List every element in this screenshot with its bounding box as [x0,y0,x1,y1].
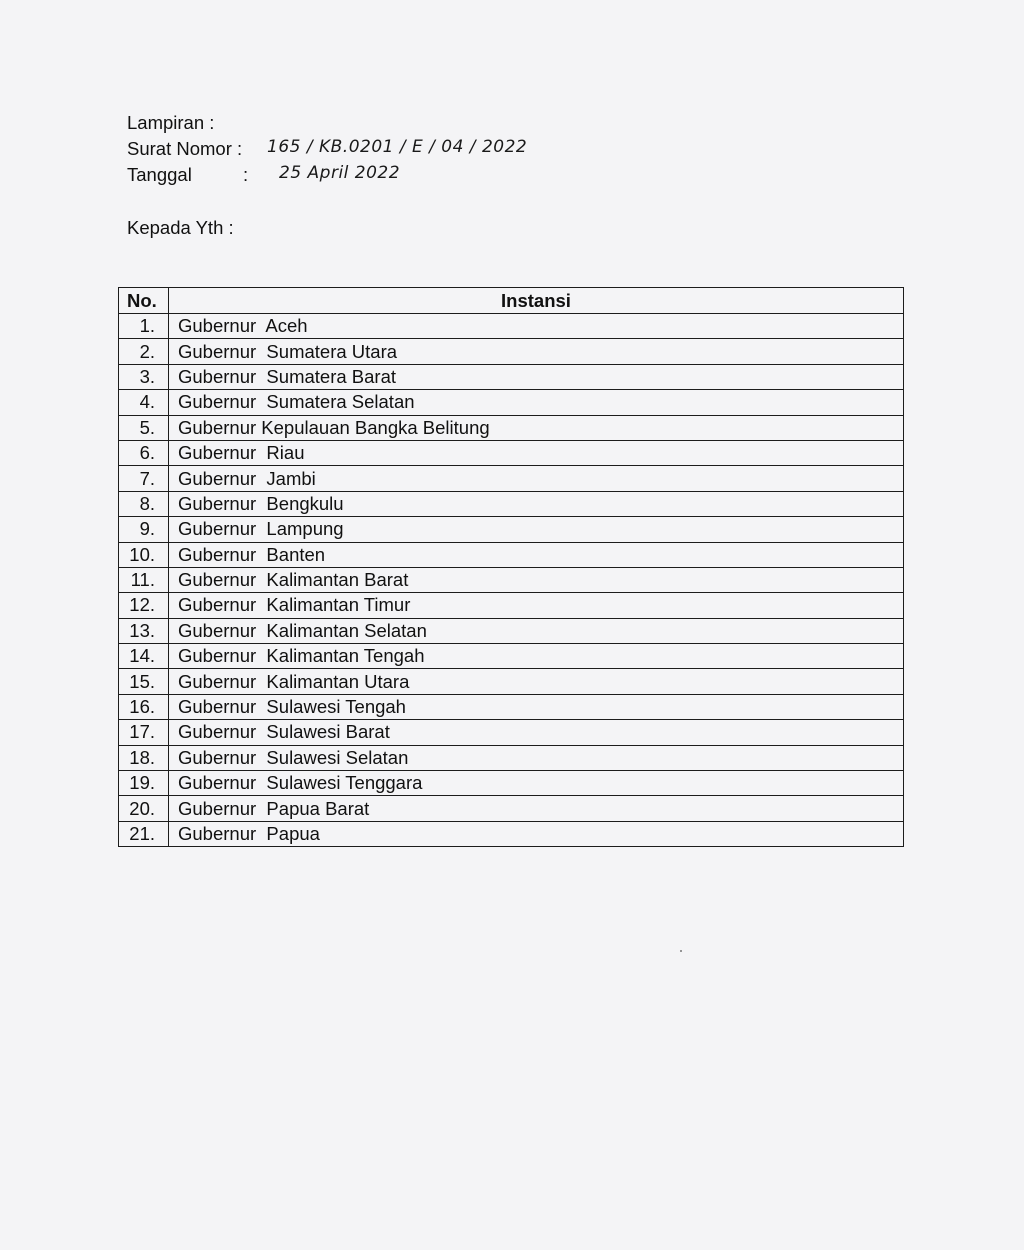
row-instansi: Gubernur Sumatera Barat [169,364,904,389]
table-row [119,669,904,694]
row-instansi: Gubernur Sulawesi Selatan [169,745,904,770]
row-number: 9. [119,517,169,542]
tanggal-label: Tanggal [127,164,192,185]
row-instansi: Gubernur Papua Barat [169,796,904,821]
lampiran-label: Lampiran : [127,112,215,133]
row-number: 15. [119,669,169,694]
column-header-instansi: Instansi [169,288,904,314]
row-number: 5. [119,415,169,440]
row-instansi: Gubernur Kalimantan Utara [169,669,904,694]
row-instansi: Gubernur Sulawesi Barat [169,720,904,745]
row-number: 4. [119,390,169,415]
tanggal-row [127,162,401,188]
table-row [119,720,904,745]
table-row [119,440,904,465]
row-number: 19. [119,771,169,796]
row-number: 11. [119,567,169,592]
row-number: 7. [119,466,169,491]
row-number: 18. [119,745,169,770]
row-number: 8. [119,491,169,516]
table-row [119,567,904,592]
row-instansi: Gubernur Papua [169,821,904,846]
column-header-no: No. [119,288,169,314]
surat-nomor-label: Surat Nomor : [127,138,243,159]
table-row [119,415,904,440]
table-row [119,491,904,516]
row-instansi: Gubernur Bengkulu [169,491,904,516]
row-number: 17. [119,720,169,745]
row-instansi: Gubernur Kalimantan Timur [169,593,904,618]
row-instansi: Gubernur Jambi [169,466,904,491]
table-body [119,314,904,847]
row-number: 3. [119,364,169,389]
row-instansi: Gubernur Kalimantan Selatan [169,618,904,643]
paper-speck [680,950,682,952]
surat-nomor-handwritten-value: 165 / KB.0201 / E / 04 / 2022 [267,137,528,157]
row-number: 21. [119,821,169,846]
table-row [119,821,904,846]
lampiran-row [127,110,242,136]
row-number: 1. [119,314,169,339]
table-row [119,339,904,364]
table-row [119,542,904,567]
row-instansi: Gubernur Sumatera Selatan [169,390,904,415]
row-instansi: Gubernur Banten [169,542,904,567]
tanggal-colon: : [243,164,249,185]
table-row [119,314,904,339]
table-row [119,771,904,796]
table-row [119,644,904,669]
row-number: 14. [119,644,169,669]
row-instansi: Gubernur Lampung [169,517,904,542]
instansi-table [118,287,904,847]
table-row [119,517,904,542]
table-row [119,593,904,618]
row-instansi: Gubernur Sumatera Utara [169,339,904,364]
row-instansi: Gubernur Kepulauan Bangka Belitung [169,415,904,440]
table-row [119,390,904,415]
table-row [119,745,904,770]
table-row [119,364,904,389]
kepada-label: Kepada Yth : [127,217,234,238]
table-row [119,694,904,719]
table-row [119,618,904,643]
row-number: 6. [119,440,169,465]
tanggal-handwritten-value: 25 April 2022 [279,163,401,183]
table-row [119,466,904,491]
row-instansi: Gubernur Kalimantan Tengah [169,644,904,669]
row-number: 12. [119,593,169,618]
row-instansi: Gubernur Sulawesi Tengah [169,694,904,719]
row-instansi: Gubernur Riau [169,440,904,465]
row-number: 16. [119,694,169,719]
row-instansi: Gubernur Sulawesi Tenggara [169,771,904,796]
row-instansi: Gubernur Kalimantan Barat [169,567,904,592]
surat-nomor-row [127,136,528,162]
table-row [119,796,904,821]
row-number: 10. [119,542,169,567]
letter-header [127,110,528,188]
row-number: 13. [119,618,169,643]
table-header-row [119,288,904,314]
row-number: 20. [119,796,169,821]
row-number: 2. [119,339,169,364]
row-instansi: Gubernur Aceh [169,314,904,339]
